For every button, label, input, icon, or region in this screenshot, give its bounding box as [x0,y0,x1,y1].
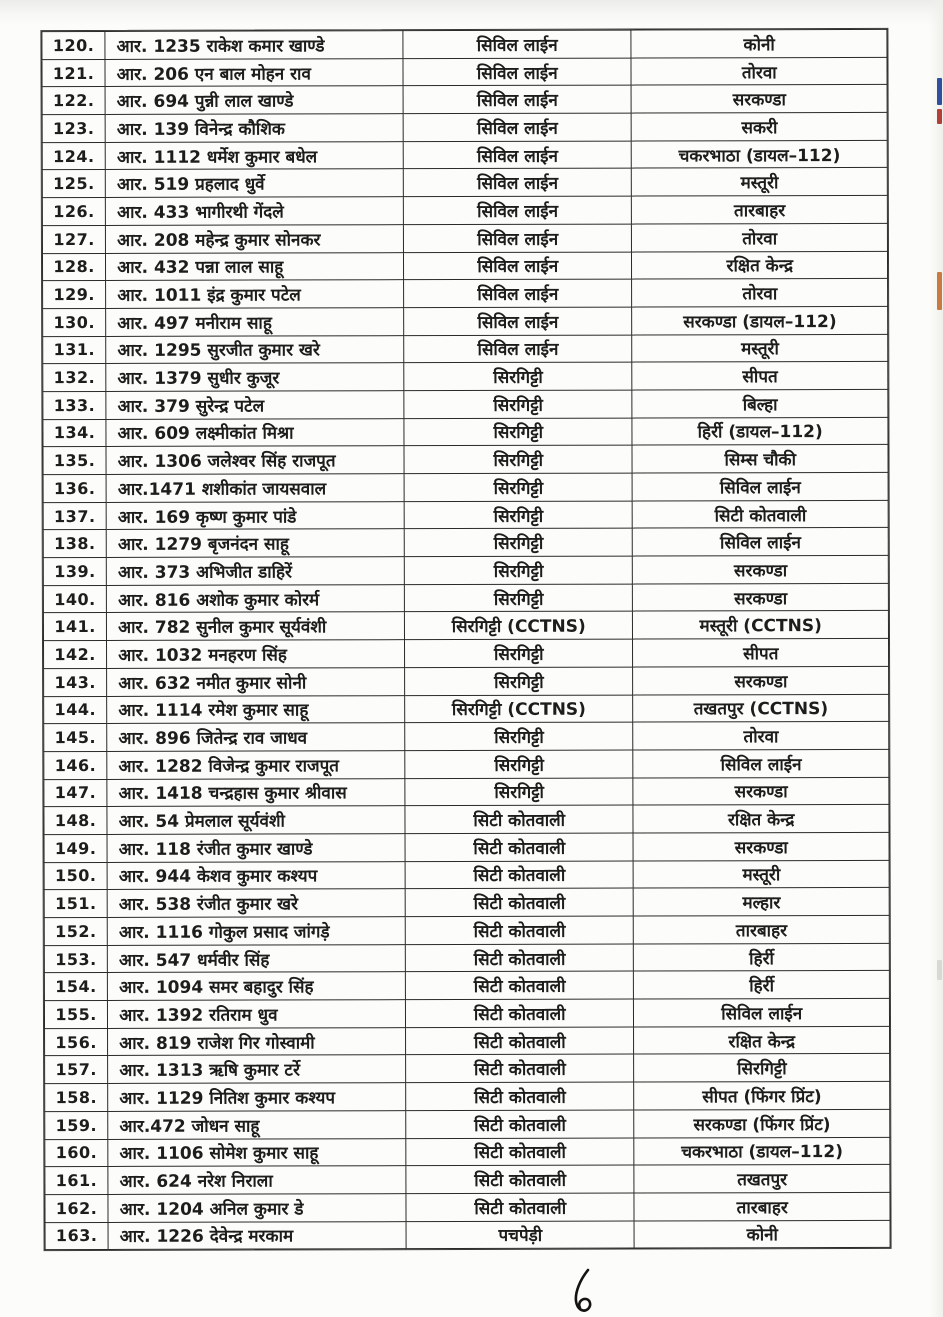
scan-shading-right [929,0,943,1317]
name-cell: आर. 816 अशोक कुमार कोरर्म [107,584,405,612]
serial-cell: 163. [45,1222,108,1250]
to-cell: तोरवा [633,722,889,750]
table-row [44,722,889,752]
table-row [43,555,888,585]
from-cell: सिटी कोतवाली [406,1054,635,1082]
serial-cell: 130. [43,308,106,336]
serial-cell: 156. [45,1028,108,1056]
to-cell: सकरी [632,112,888,140]
to-cell: रक्षित केन्द्र [632,251,888,279]
signature-flourish [563,1268,607,1317]
name-cell: आर. 944 केशव कुमार कश्यप [107,861,405,889]
name-cell: आर. 1032 मनहरण सिंह [107,640,405,668]
serial-cell: 134. [43,419,106,447]
serial-cell: 125. [42,170,105,198]
from-cell: पचपेड़ी [406,1221,635,1249]
name-cell: आर.472 जोधन साहू [108,1110,406,1138]
from-cell: सिटी कोतवाली [405,805,634,833]
table-row [42,223,887,253]
table-row [42,85,887,115]
table-row [43,417,888,447]
name-cell: आर. 433 भागीरथी गेंदले [106,197,404,225]
table-row [42,168,887,198]
to-cell: तोरवा [631,57,887,85]
table-row [44,888,889,918]
name-cell: आर. 1392 रतिराम धुव [108,1000,406,1028]
table-row [43,611,888,641]
name-cell: आर. 379 सुरेन्द्र पटेल [106,391,404,419]
name-cell: आर. 609 लक्ष्मीकांत मिश्रा [106,418,404,446]
serial-cell: 149. [44,834,107,862]
table-row [44,971,889,1001]
serial-cell: 124. [42,142,105,170]
to-cell: कोनी [634,1220,890,1248]
name-cell: आर. 1112 धर्मेश कुमार बधेल [105,141,403,169]
from-cell: सिरगिट्टी [405,750,634,778]
name-cell: आर. 819 राजेश गिर गोस्वामी [108,1027,406,1055]
serial-cell: 123. [42,115,105,143]
serial-cell: 120. [42,31,105,59]
name-cell: आर. 1282 विजेन्द्र कुमार राजपूत [107,751,405,779]
from-cell: सिविल लाईन [403,196,632,224]
from-cell: सिरगिट्टी [404,584,633,612]
serial-cell: 146. [44,751,107,779]
name-cell: आर. 547 धर्मवीर सिंह [108,944,406,972]
to-cell: तखतपुर [634,1165,890,1193]
table-row [45,1082,890,1112]
serial-cell: 159. [45,1111,108,1139]
from-cell: सिविल लाईन [403,85,632,113]
to-cell: सिविल लाईन [633,528,889,556]
to-cell: सिविल लाईन [634,998,890,1026]
table-row [44,749,889,779]
from-cell: सिटी कोतवाली [405,833,634,861]
name-cell: आर. 1295 सुरजीत कुमार खरे [106,335,404,363]
from-cell: सिरगिट्टी [404,473,633,501]
from-cell: सिविल लाईन [404,307,633,335]
from-cell: सिविल लाईन [404,335,633,363]
table-row [43,500,888,530]
to-cell: सरकण्डा [633,832,889,860]
name-cell: आर. 1379 सुधीर कुजूर [106,363,404,391]
from-cell: सिरगिट्टी [405,667,634,695]
transfer-table [41,29,890,1250]
table-row [43,528,888,558]
table-row [44,805,889,835]
table-row [44,943,889,973]
to-cell: मल्हार [634,888,890,916]
name-cell: आर. 1204 अनिल कुमार डे [108,1194,406,1222]
from-cell: सिरगिट्टी [404,362,633,390]
to-cell: चकरभाठा (डायल–112) [634,1137,890,1165]
to-cell: सिविल लाईन [633,749,889,777]
name-cell: आर. 538 रंजीत कुमार खरे [107,889,405,917]
from-cell: सिटी कोतवाली [405,999,634,1027]
serial-cell: 151. [44,890,107,918]
table-row [42,29,887,59]
name-cell: आर. 1313 ऋषि कुमार टर्रे [108,1055,406,1083]
serial-cell: 154. [44,973,107,1001]
edge-scan-mark [937,960,942,980]
name-cell: आर. 497 मनीराम साहू [106,308,404,336]
to-cell: रक्षित केन्द्र [634,1026,890,1054]
table-row [42,196,887,226]
table-row [42,112,887,142]
serial-cell: 161. [45,1167,108,1195]
serial-cell: 122. [42,87,105,115]
table-row [43,389,888,419]
to-cell: तारबाहर [632,196,888,224]
name-cell: आर. 632 नमीत कुमार सोनी [107,667,405,695]
from-cell: सिरगिट्टी [404,418,633,446]
table-row [44,777,889,807]
name-cell: आर. 432 पन्ना लाल साहू [106,252,404,280]
serial-cell: 133. [43,391,106,419]
from-cell: सिविल लाईन [403,58,632,86]
from-cell: सिरगिट्टी (CCTNS) [405,695,634,723]
table-row [44,694,889,724]
from-cell: सिरगिट्टी [405,722,634,750]
name-cell: आर. 694 पुन्नी लाल खाण्डे [105,86,403,114]
scan-shading-top [0,0,943,26]
serial-cell: 135. [43,447,106,475]
serial-cell: 148. [44,807,107,835]
from-cell: सिटी कोतवाली [406,1110,635,1138]
from-cell: सिरगिट्टी [404,390,633,418]
table-body [42,29,890,1249]
serial-cell: 150. [44,862,107,890]
from-cell: सिविल लाईन [404,252,633,280]
to-cell: सिटी कोतवाली [633,500,889,528]
to-cell: तारबाहर [634,1192,890,1220]
table-row [44,915,889,945]
to-cell: तारबाहर [634,915,890,943]
name-cell: आर. 1306 जलेश्वर सिंह राजपूत [106,446,404,474]
to-cell: मस्तूरी [632,334,888,362]
from-cell: सिविल लाईन [403,30,632,58]
table-row [42,57,887,87]
name-cell: आर. 1106 सोमेश कुमार साहू [108,1138,406,1166]
from-cell: सिरगिट्टी [405,778,634,806]
table-row [45,1109,890,1139]
to-cell: सरकण्डा (डायल–112) [632,306,888,334]
from-cell: सिटी कोतवाली [405,861,634,889]
name-cell: आर. 1129 नितिश कुमार कश्यप [108,1083,406,1111]
to-cell: सरकण्डा (फिंगर प्रिंट) [634,1109,890,1137]
to-cell: सिविल लाईन [633,472,889,500]
from-cell: सिरगिट्टी [404,556,633,584]
to-cell: सरकण्डा [632,85,888,113]
serial-cell: 142. [44,641,107,669]
table-row [45,1192,890,1222]
serial-cell: 121. [42,59,105,87]
name-cell: आर. 624 नरेश निराला [108,1166,406,1194]
edge-scan-mark [937,109,942,124]
to-cell: बिल्हा [632,389,888,417]
table-row [45,1054,890,1084]
serial-cell: 158. [45,1084,108,1112]
to-cell: सरकण्डा [633,666,889,694]
table-row [44,860,889,890]
from-cell: सिविल लाईन [403,224,632,252]
name-cell: आर. 896 जितेन्द्र राव जाधव [107,723,405,751]
from-cell: सिटी कोतवाली [406,1138,635,1166]
table-row [45,1026,890,1056]
serial-cell: 140. [43,585,106,613]
name-cell: आर. 118 रंजीत कुमार खाण्डे [107,834,405,862]
from-cell: सिविल लाईन [403,141,632,169]
serial-cell: 131. [43,336,106,364]
table-row [43,445,888,475]
from-cell: सिटी कोतवाली [405,888,634,916]
to-cell: सीपत (फिंगर प्रिंट) [634,1082,890,1110]
to-cell: तोरवा [632,223,888,251]
serial-cell: 162. [45,1194,108,1222]
table-row [44,998,889,1028]
from-cell: सिटी कोतवाली [405,916,634,944]
serial-cell: 147. [44,779,107,807]
name-cell: आर.1471 शशीकांत जायसवाल [106,474,404,502]
from-cell: सिरगिट्टी [404,528,633,556]
to-cell: सरकण्डा [633,583,889,611]
from-cell: सिरगिट्टी [404,445,633,473]
edge-scan-mark [937,78,942,105]
from-cell: सिरगिट्टी [405,639,634,667]
name-cell: आर. 54 प्रेमलाल सूर्यवंशी [107,806,405,834]
from-cell: सिटी कोतवाली [405,944,634,972]
table-row [45,1220,890,1250]
table-row [43,306,888,336]
from-cell: सिविल लाईन [403,169,632,197]
name-cell: आर. 1011 इंद्र कुमार पटेल [106,280,404,308]
serial-cell: 126. [42,198,105,226]
name-cell: आर. 373 अभिजीत डाहिरें [106,557,404,585]
table-row [44,639,889,669]
serial-cell: 155. [44,1001,107,1029]
to-cell: मस्तूरी [632,168,888,196]
table-row [43,583,888,613]
to-cell: तखतपुर (CCTNS) [633,694,889,722]
serial-cell: 160. [45,1139,108,1167]
serial-cell: 145. [44,724,107,752]
to-cell: सरकण्डा [633,777,889,805]
name-cell: आर. 1114 रमेश कुमार साहू [107,695,405,723]
name-cell: आर. 1116 गोकुल प्रसाद जांगड़े [107,917,405,945]
name-cell: आर. 208 महेन्द्र कुमार सोनकर [106,224,404,252]
to-cell: सिरगिट्टी [634,1054,890,1082]
serial-cell: 136. [43,474,106,502]
serial-cell: 129. [43,281,106,309]
table-row [42,140,887,170]
serial-cell: 139. [43,558,106,586]
from-cell: सिविल लाईन [403,113,632,141]
to-cell: मस्तूरी (CCTNS) [633,611,889,639]
name-cell: आर. 206 एन बाल मोहन राव [105,58,403,86]
to-cell: हिर्री [634,943,890,971]
to-cell: सरकण्डा [633,555,889,583]
serial-cell: 127. [42,225,105,253]
table-row [43,362,888,392]
serial-cell: 143. [44,668,107,696]
name-cell: आर. 782 सुनील कुमार सूर्यवंशी [107,612,405,640]
serial-cell: 137. [43,502,106,530]
from-cell: सिटी कोतवाली [406,1165,635,1193]
to-cell: चकरभाठा (डायल–112) [632,140,888,168]
from-cell: सिटी कोतवाली [405,971,634,999]
serial-cell: 128. [42,253,105,281]
to-cell: कोनी [631,29,887,57]
to-cell: सीपत [632,362,888,390]
from-cell: सिरगिट्टी [404,501,633,529]
name-cell: आर. 1279 बृजनंदन साहू [106,529,404,557]
table-row [44,832,889,862]
name-cell: आर. 169 कृष्ण कुमार पांडे [106,501,404,529]
to-cell: सीपत [633,639,889,667]
to-cell: मस्तूरी [634,860,890,888]
serial-cell: 144. [44,696,107,724]
from-cell: सिविल लाईन [404,279,633,307]
table-row [43,472,888,502]
from-cell: सिटी कोतवाली [406,1027,635,1055]
to-cell: सिम्स चौकी [632,445,888,473]
table-row [43,334,888,364]
to-cell: हिर्री (डायल–112) [632,417,888,445]
to-cell: तोरवा [632,279,888,307]
from-cell: सिटी कोतवाली [406,1193,635,1221]
to-cell: रक्षित केन्द्र [633,805,889,833]
to-cell: हिर्री [634,971,890,999]
serial-cell: 153. [44,945,107,973]
serial-cell: 138. [43,530,106,558]
serial-cell: 152. [44,917,107,945]
name-cell: आर. 1094 समर बहादुर सिंह [108,972,406,1000]
serial-cell: 132. [43,364,106,392]
from-cell: सिटी कोतवाली [406,1082,635,1110]
name-cell: आर. 1235 राकेश कमार खाण्डे [105,31,403,59]
serial-cell: 141. [43,613,106,641]
name-cell: आर. 1226 देवेन्द्र मरकाम [108,1221,406,1249]
name-cell: आर. 519 प्रहलाद धुर्वे [105,169,403,197]
table-row [45,1165,890,1195]
table-row [42,251,887,281]
edge-scan-mark [937,272,942,310]
name-cell: आर. 1418 चन्द्रहास कुमार श्रीवास [107,778,405,806]
serial-cell: 157. [45,1056,108,1084]
table-row [45,1137,890,1167]
name-cell: आर. 139 विनेन्द्र कौशिक [105,114,403,142]
table-row [43,279,888,309]
from-cell: सिरगिट्टी (CCTNS) [404,612,633,640]
table-row [44,666,889,696]
